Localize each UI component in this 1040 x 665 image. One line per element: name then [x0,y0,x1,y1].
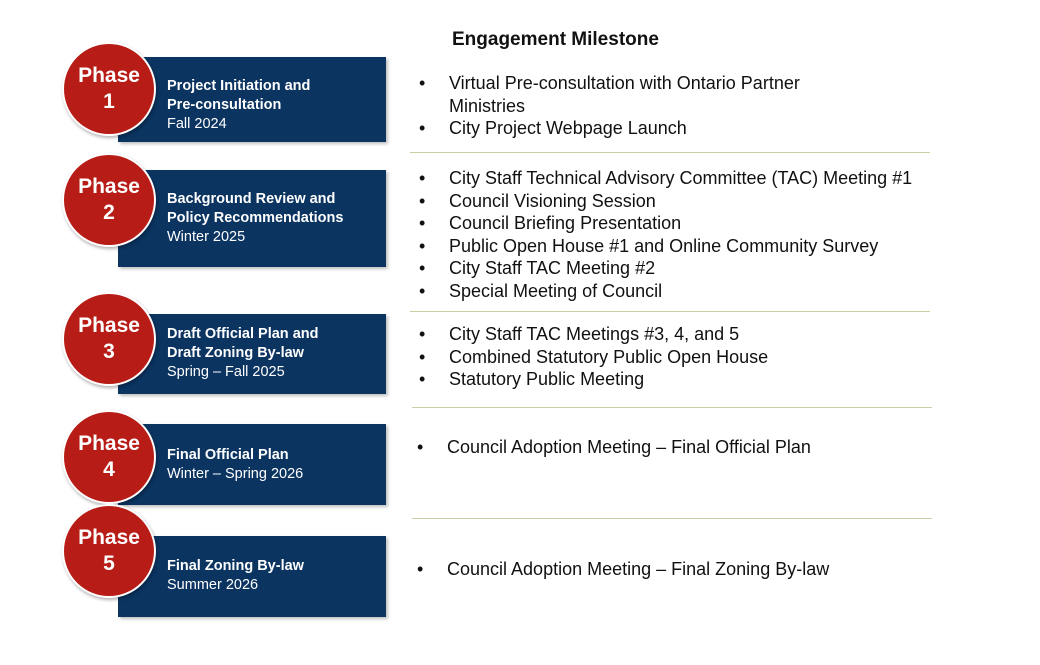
divider [410,311,930,312]
phase-4-label: Phase [78,432,140,455]
phase-3-box [118,314,386,394]
phase-3-label: Phase [78,314,140,337]
bullet-icon: • [419,118,426,138]
phase-3-number: 3 [103,340,115,363]
bullet-icon: • [419,280,426,301]
phase-2-milestones [419,167,1019,302]
phase-5-box [118,536,386,617]
phase-4-number: 4 [103,458,115,481]
bullet-icon: • [419,168,426,188]
phase-2-label: Phase [78,175,140,198]
bullet-icon: • [419,324,426,344]
list-item: • Public Open House #1 and Online Community Survey [419,235,879,256]
phase-4-milestones [417,436,937,459]
phase-3-milestones [419,323,919,391]
list-item: • City Staff Technical Advisory Committee (TAC) Meeting #1 [419,168,913,188]
bullet-icon: • [417,437,424,457]
phase-3-date: Spring – Fall 2025 [167,364,285,380]
phase-2-date: Winter 2025 [167,229,246,245]
bullet-icon: • [419,73,426,93]
list-item: • City Staff TAC Meetings #3, 4, and 5 [419,324,740,344]
bullet-icon: • [419,369,426,389]
phase-5-milestones [417,558,937,581]
page-title: Engagement Milestone [452,29,659,50]
phase-2-box [118,170,386,267]
phase-5-title: Final Zoning By-law [167,558,304,574]
list-item: • City Project Webpage Launch [419,118,687,138]
bullet-icon: • [419,346,426,367]
list-item: • City Staff TAC Meeting #2 [419,258,656,278]
phase-1-badge [62,42,156,136]
phase-2-title: Background Review and Policy Recommendations [167,191,344,226]
phase-4-box [118,424,386,505]
phase-5-number: 5 [103,552,115,575]
list-item: • Combined Statutory Public Open House [419,346,769,367]
list-item: • Council Adoption Meeting – Final Official Plan [417,437,811,457]
list-item: • Council Visioning Session [419,190,656,211]
divider [410,152,930,153]
phase-1-title: Project Initiation and Pre-consultation [167,78,311,113]
phase-4-date: Winter – Spring 2026 [167,466,304,482]
phase-1-box [118,57,386,142]
list-item: • Special Meeting of Council [419,280,663,301]
bullet-icon: • [419,190,426,211]
phase-4-badge [62,410,156,504]
bullet-icon: • [419,258,426,278]
divider [412,407,932,408]
list-item: • Virtual Pre-consultation with Ontario Partner Ministries [419,73,800,116]
phase-3-title: Draft Official Plan and Draft Zoning By-law [167,326,319,361]
phase-4-title: Final Official Plan [167,447,289,463]
list-item: • Council Adoption Meeting – Final Zoning By-law [417,559,830,579]
phase-5-label: Phase [78,526,140,549]
phase-3-badge [62,292,156,386]
phase-1-number: 1 [103,90,115,113]
divider [412,518,932,519]
phase-1-label: Phase [78,64,140,87]
list-item: • Statutory Public Meeting [419,369,645,389]
phase-1-milestones [419,72,839,140]
phase-1-date: Fall 2024 [167,116,227,132]
bullet-icon: • [419,213,426,233]
bullet-icon: • [419,235,426,256]
phase-2-number: 2 [103,201,115,224]
list-item: • Council Briefing Presentation [419,213,682,233]
bullet-icon: • [417,559,424,579]
phase-2-badge [62,153,156,247]
phase-5-badge [62,504,156,598]
phase-5-date: Summer 2026 [167,577,259,593]
